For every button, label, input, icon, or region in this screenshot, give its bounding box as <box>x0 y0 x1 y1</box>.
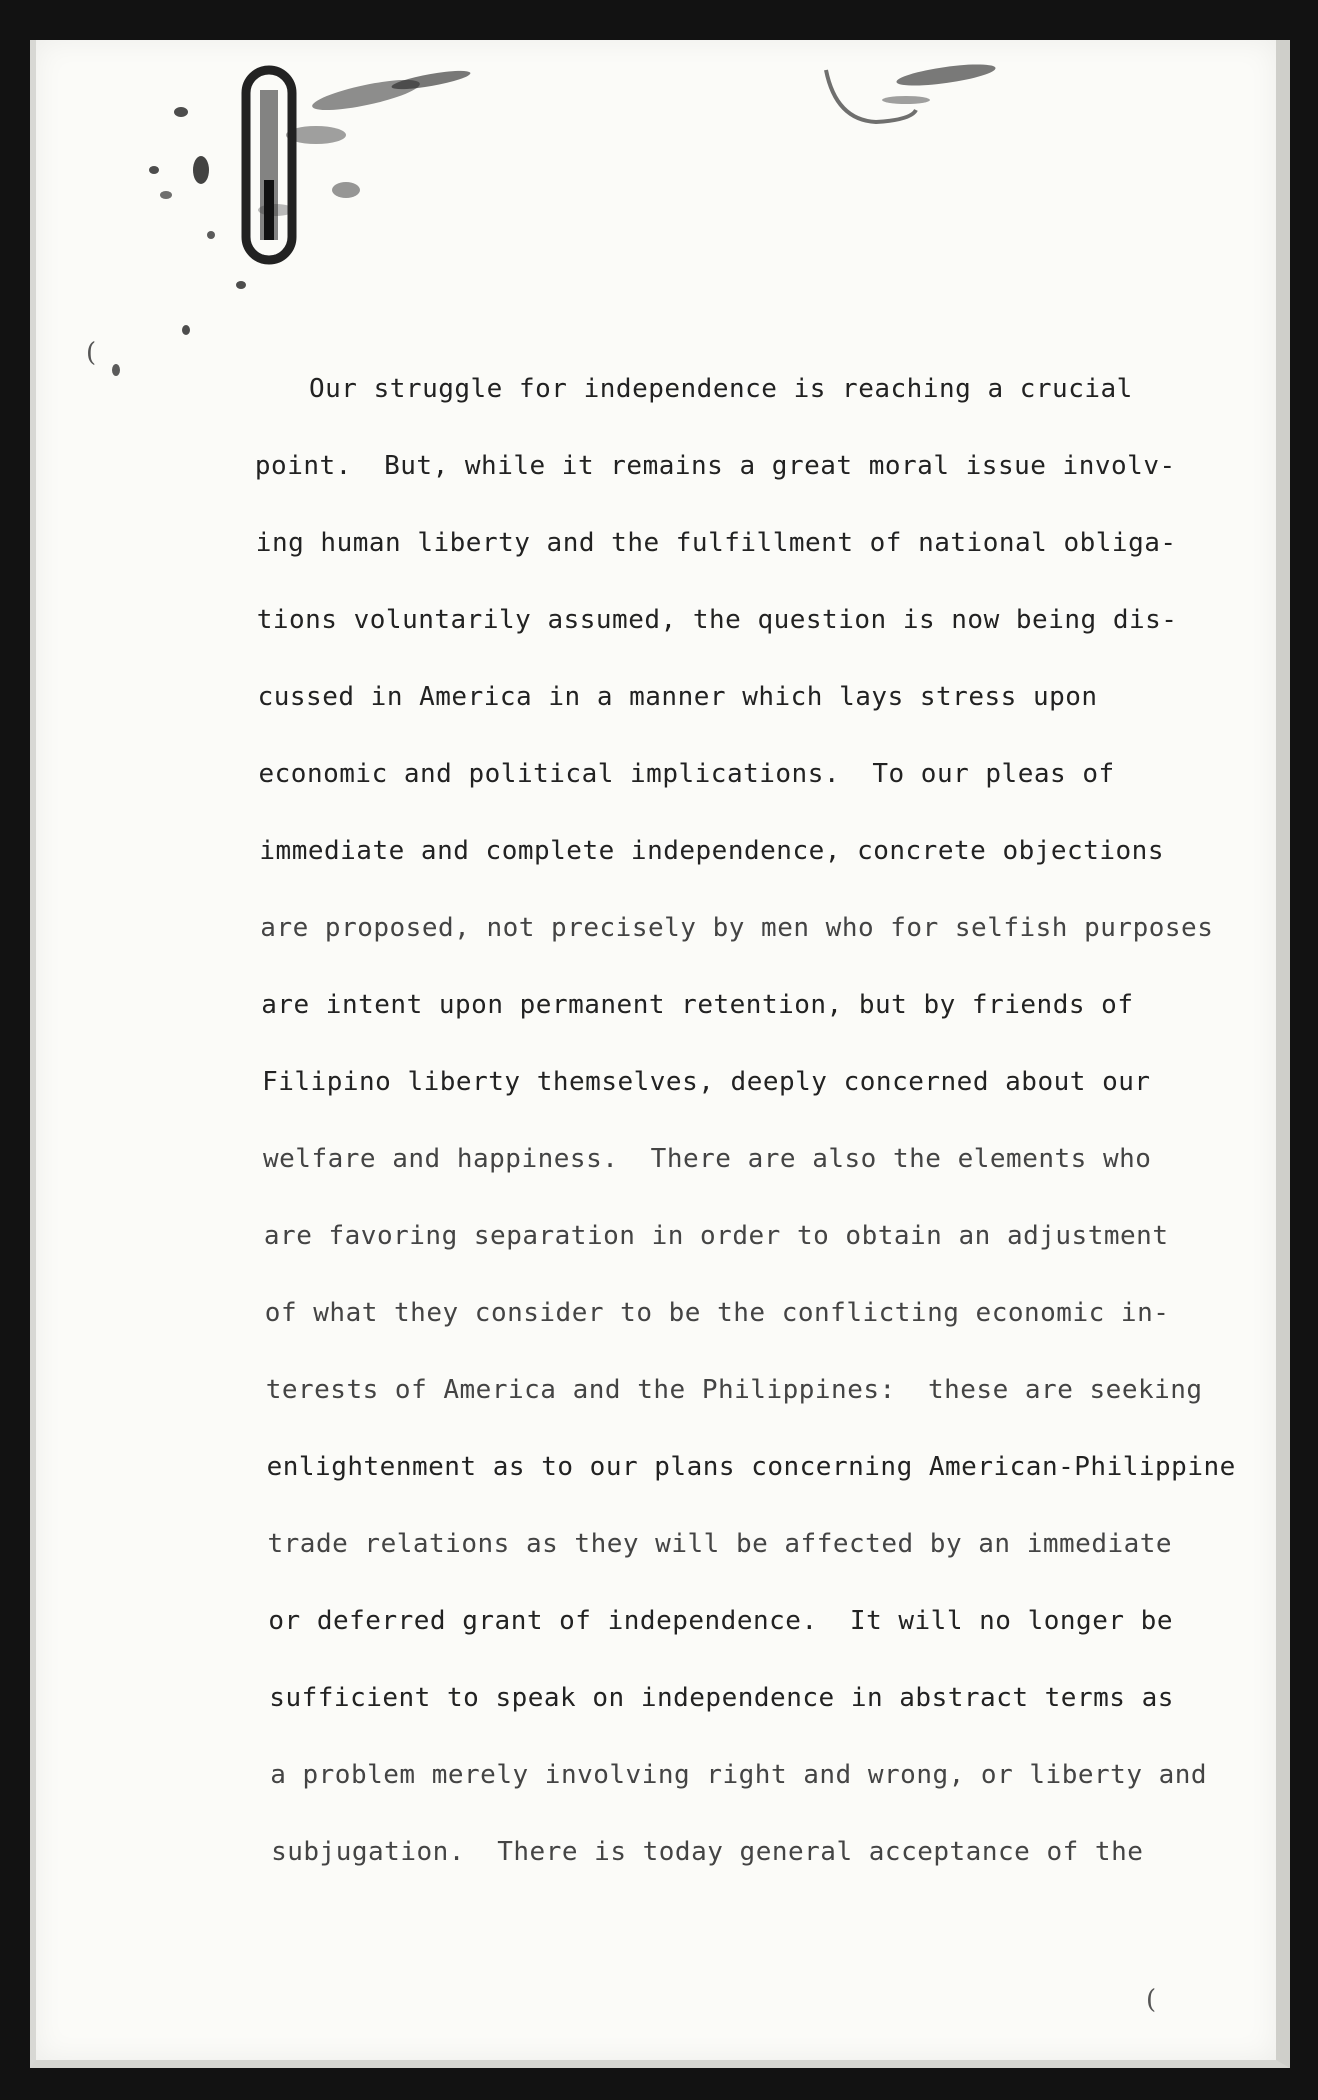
text-line: economic and political implications. To our pleas of <box>258 759 1115 789</box>
text-line: a problem merely involving right and wrong, or liberty and <box>270 1760 1208 1790</box>
ink-smudges <box>36 40 1276 380</box>
text-line: trade relations as they will be affected by an immediate <box>267 1529 1173 1559</box>
text-line: sufficient to speak on independence in abstract terms as <box>269 1683 1174 1713</box>
text-line: are favoring separation in order to obtain an adjustment <box>263 1221 1169 1251</box>
text-line: cussed in America in a manner which lays stress upon <box>257 682 1098 712</box>
typewritten-page <box>30 40 1290 2068</box>
text-line: or deferred grant of independence. It will no longer be <box>268 1606 1173 1636</box>
text-line: of what they consider to be the conflicting economic in- <box>264 1298 1170 1328</box>
typed-body-text <box>254 372 1236 1912</box>
text-line: terests of America and the Philippines: these are seeking <box>265 1375 1203 1405</box>
text-line: are intent upon permanent retention, but by friends of <box>261 990 1134 1020</box>
text-line: ing human liberty and the fulfillment of national obliga- <box>255 528 1177 558</box>
margin-mark: ( <box>1146 1985 1157 2015</box>
text-line: point. But, while it remains a great moral issue involv- <box>254 451 1176 481</box>
text-line: immediate and complete independence, concrete objections <box>259 836 1164 866</box>
text-line: Filipino liberty themselves, deeply concerned about our <box>262 1067 1151 1097</box>
text-line: enlightenment as to our plans concerning American-Philippine <box>266 1452 1236 1482</box>
staple-mark <box>228 50 314 280</box>
text-line: tions voluntarily assumed, the question is now being dis- <box>256 605 1178 635</box>
text-line: welfare and happiness. There are also the elements who <box>263 1144 1152 1174</box>
text-line: Our struggle for independence is reaching a crucial <box>309 374 1133 404</box>
text-line: are proposed, not precisely by men who for selfish purposes <box>260 913 1214 943</box>
margin-mark: ( <box>86 338 97 368</box>
text-line: subjugation. There is today general acceptance of the <box>271 1837 1144 1867</box>
